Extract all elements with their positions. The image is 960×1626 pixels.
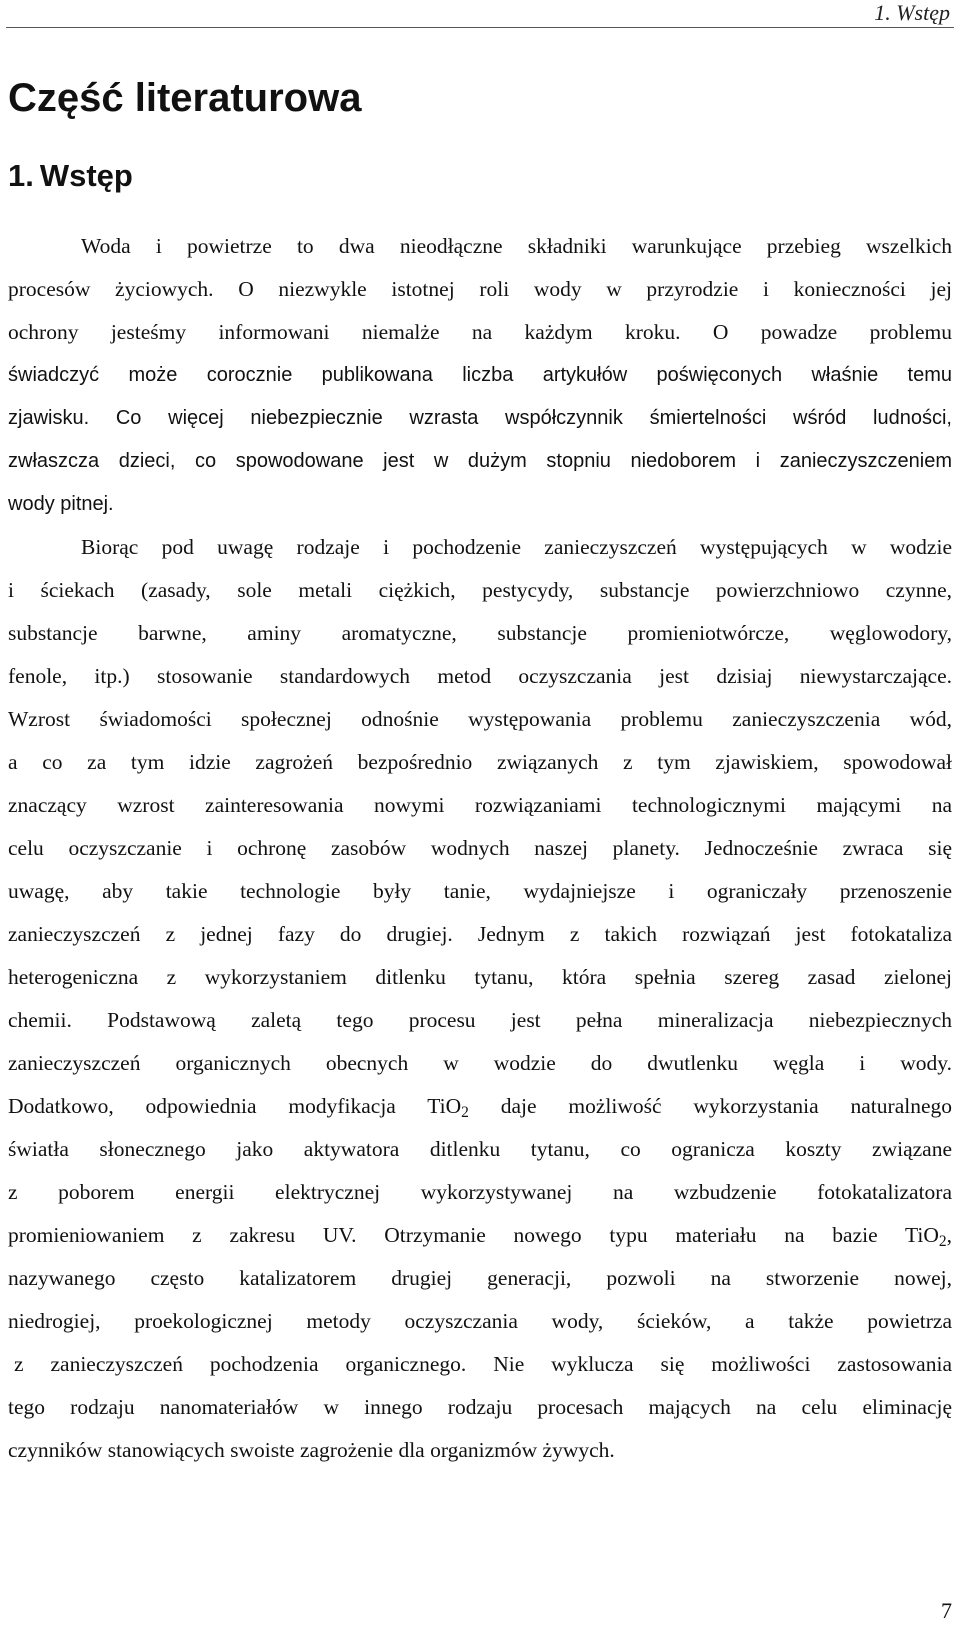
text-line: zwłaszcza dzieci, co spowodowane jest w dużym stopniu niedoborem i zanieczyszczeniem	[8, 450, 952, 472]
text-line: procesów życiowych. O niezwykle istotnej roli wody w przyrodzie i konieczności jej	[8, 277, 952, 301]
text-line-with-formula: Dodatkowo, odpowiednia modyfikacja TiO$_2$ daje możliwość wykorzystania naturalnego	[8, 1094, 953, 1121]
text-line: nazywanego często katalizatorem drugiej generacji, pozwoli na stworzenie nowej,	[8, 1266, 952, 1290]
text-line: heterogeniczna z wykorzystaniem ditlenku tytanu, która spełnia szereg zasad zielonej	[8, 965, 952, 989]
subscript: 2	[461, 1103, 469, 1121]
text-line: czynników stanowiących swoiste zagrożenie dla organizmów żywych.	[8, 1438, 615, 1462]
text-line: Wzrost świadomości społecznej odnośnie występowania problemu zanieczyszczenia wód,	[8, 707, 952, 731]
text-line: celu oczyszczanie i ochronę zasobów wodnych naszej planety. Jednocześnie zwraca się	[8, 836, 952, 860]
text-line: uwagę, aby takie technologie były tanie, wydajniejsze i ograniczały przenoszenie	[8, 879, 952, 903]
text-line: z zanieczyszczeń pochodzenia organicznego. Nie wyklucza się możliwości zastosowania	[14, 1352, 952, 1376]
text-line: zanieczyszczeń organicznych obecnych w wodzie do dwutlenku węgla i wody.	[8, 1051, 952, 1075]
text-line: świadczyć może corocznie publikowana liczba artykułów poświęconych właśnie temu	[8, 364, 952, 386]
section-title: Wstęp	[39, 158, 133, 193]
section-number: 1.	[8, 158, 34, 193]
text-line: zanieczyszczeń z jednej fazy do drugiej. Jednym z takich rozwiązań jest fotokataliza	[8, 922, 952, 946]
text-line-with-formula: promieniowaniem z zakresu UV. Otrzymanie nowego typu materiału na bazie TiO$_2$,	[8, 1223, 952, 1250]
text-line: substancje barwne, aminy aromatyczne, substancje promieniotwórcze, węglowodory,	[8, 621, 952, 645]
page-number: 7	[941, 1598, 952, 1623]
text-line: a co za tym idzie zagrożeń bezpośrednio związanych z tym zjawiskiem, spowodował	[8, 750, 952, 774]
text-line: niedrogiej, proekologicznej metody oczyszczania wody, ścieków, a także powietrza	[8, 1309, 952, 1333]
text-line: znaczący wzrost zainteresowania nowymi rozwiązaniami technologicznymi mającymi na	[8, 793, 952, 817]
running-header-title: 1. Wstęp	[874, 0, 950, 25]
text-line: fenole, itp.) stosowanie standardowych metod oczyszczania jest dzisiaj niewystarczające.	[8, 664, 952, 688]
subscript: 2	[938, 1232, 947, 1250]
text-line: światła słonecznego jako aktywatora ditlenku tytanu, co ogranicza koszty związane	[8, 1137, 952, 1161]
text-line: zjawisku. Co więcej niebezpiecznie wzrasta współczynnik śmiertelności wśród ludności,	[8, 407, 952, 429]
text-line: chemii. Podstawową zaletą tego procesu jest pełna mineralizacja niebezpiecznych	[8, 1008, 952, 1032]
text-line: i ściekach (zasady, sole metali ciężkich, pestycydy, substancje powierzchniowo czynne,	[8, 578, 952, 602]
part-title: Część literaturowa	[8, 76, 362, 120]
text-line: z poborem energii elektrycznej wykorzystywanej na wzbudzenie fotokatalizatora	[8, 1180, 952, 1204]
text-line: ochrony jesteśmy informowani niemalże na każdym kroku. O powadze problemu	[8, 320, 952, 344]
text-line: Woda i powietrze to dwa nieodłączne składniki warunkujące przebieg wszelkich	[81, 234, 952, 258]
text-line: wody pitnej.	[8, 493, 114, 515]
text-line: Biorąc pod uwagę rodzaje i pochodzenie zanieczyszczeń występujących w wodzie	[81, 535, 952, 559]
running-header	[6, 0, 954, 28]
text-line: tego rodzaju nanomateriałów w innego rodzaju procesach mających na celu eliminację	[8, 1395, 952, 1419]
section-heading	[8, 154, 133, 198]
